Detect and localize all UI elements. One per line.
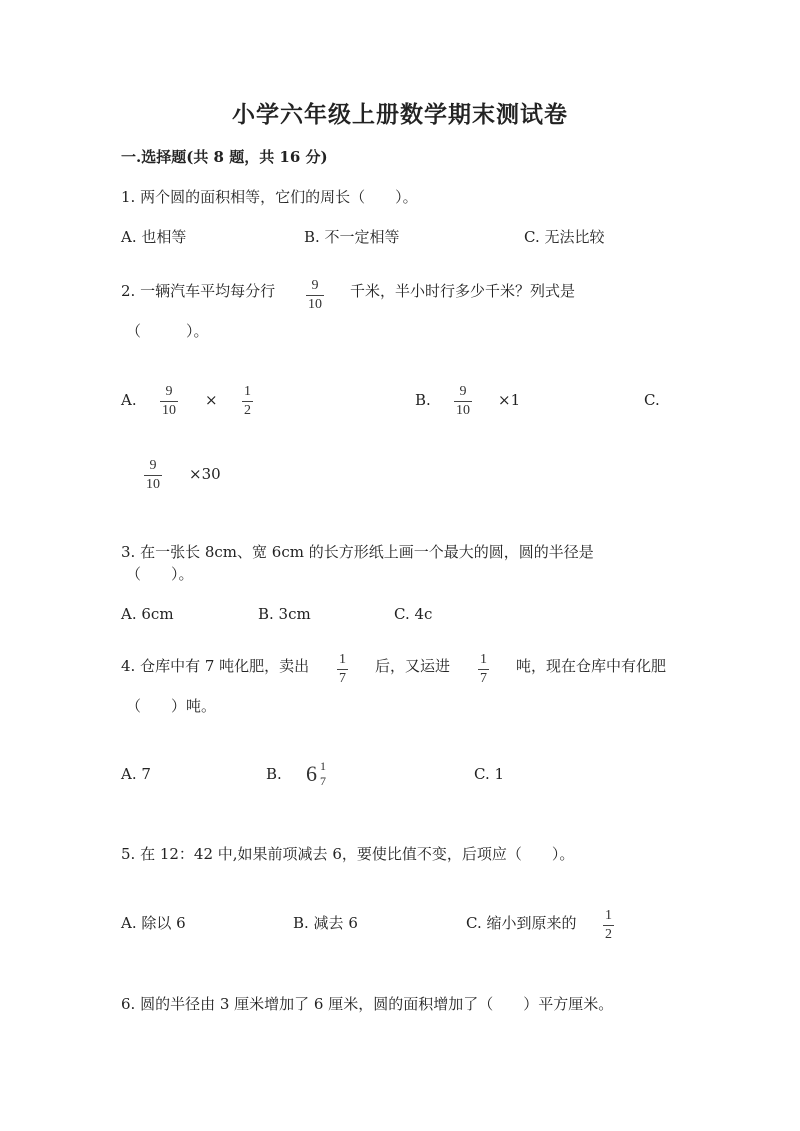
- option-c: C. 缩小到原来的: [466, 914, 577, 932]
- question-stem-cont: 吨，现在仓库中有化肥: [516, 657, 667, 675]
- denominator: 10: [162, 403, 176, 418]
- times-sign: ×: [205, 391, 218, 409]
- option-b-label: B.: [266, 765, 282, 783]
- numerator: 1: [244, 384, 251, 399]
- fraction: [603, 909, 614, 942]
- numerator: 1: [320, 759, 326, 773]
- denominator: 10: [456, 403, 470, 418]
- fraction: [337, 653, 348, 686]
- fraction: [454, 385, 472, 418]
- question-stem: 2. 一辆汽车平均每分行: [121, 282, 276, 300]
- question-stem-cont: 千米，半小时行多少千米？列式是: [350, 282, 576, 300]
- denominator: 7: [320, 774, 326, 788]
- fraction: [144, 459, 162, 492]
- question-stem: 5. 在 12：42 中,如果前项减去 6，要使比值不变，后项应（ ）。: [121, 845, 575, 863]
- fraction: [242, 385, 253, 418]
- option-a: A. 也相等: [121, 228, 187, 246]
- option-b: B. 减去 6: [293, 914, 358, 932]
- whole-part: 6: [306, 760, 317, 786]
- denominator: 7: [480, 671, 487, 686]
- option-b-label: B.: [415, 391, 431, 409]
- mixed-number: [306, 760, 328, 787]
- answer-blank: （ ）。: [126, 322, 209, 340]
- denominator: 10: [146, 477, 160, 492]
- denominator: 7: [339, 671, 346, 686]
- fraction: [306, 279, 324, 312]
- option-c-tail: ×30: [189, 465, 221, 483]
- question-stem: 4. 仓库中有 7 吨化肥，卖出: [121, 657, 310, 675]
- section-heading: 一.选择题(共 8 题，共 16 分): [121, 148, 328, 166]
- option-b: B. 3cm: [258, 605, 311, 623]
- question-stem: 6. 圆的半径由 3 厘米增加了 6 厘米，圆的面积增加了（ ）平方厘米。: [121, 995, 614, 1013]
- option-a: A. 7: [121, 765, 151, 783]
- numerator: 9: [149, 458, 157, 473]
- numerator: 9: [459, 384, 467, 399]
- option-a: A. 6cm: [121, 605, 174, 623]
- option-b: B. 不一定相等: [304, 228, 400, 246]
- option-c-label: C.: [644, 391, 660, 409]
- option-b-tail: ×1: [498, 391, 521, 409]
- question-stem: 3. 在一张长 8cm、宽 6cm 的长方形纸上画一个最大的圆，圆的半径是: [121, 543, 594, 561]
- numerator: 1: [480, 652, 487, 667]
- answer-blank: （ ）。: [126, 565, 194, 583]
- question-stem: 1. 两个圆的面积相等，它们的周长（ ）。: [121, 188, 418, 206]
- numerator: 9: [311, 278, 319, 293]
- page-title: 小学六年级上册数学期末测试卷: [232, 101, 568, 128]
- fraction: [318, 760, 328, 787]
- denominator: 2: [605, 927, 612, 942]
- numerator: 1: [605, 908, 612, 923]
- fraction: [478, 653, 489, 686]
- numerator: 9: [165, 384, 173, 399]
- option-c: C. 无法比较: [524, 228, 605, 246]
- fraction: [160, 385, 178, 418]
- option-a: A. 除以 6: [121, 914, 186, 932]
- denominator: 10: [308, 297, 322, 312]
- option-c: C. 1: [474, 765, 505, 783]
- question-stem-mid: 后，又运进: [375, 657, 451, 675]
- denominator: 2: [244, 403, 251, 418]
- numerator: 1: [339, 652, 346, 667]
- option-a-label: A.: [121, 391, 137, 409]
- option-c: C. 4c: [394, 605, 433, 623]
- answer-blank: （ ）吨。: [126, 697, 217, 715]
